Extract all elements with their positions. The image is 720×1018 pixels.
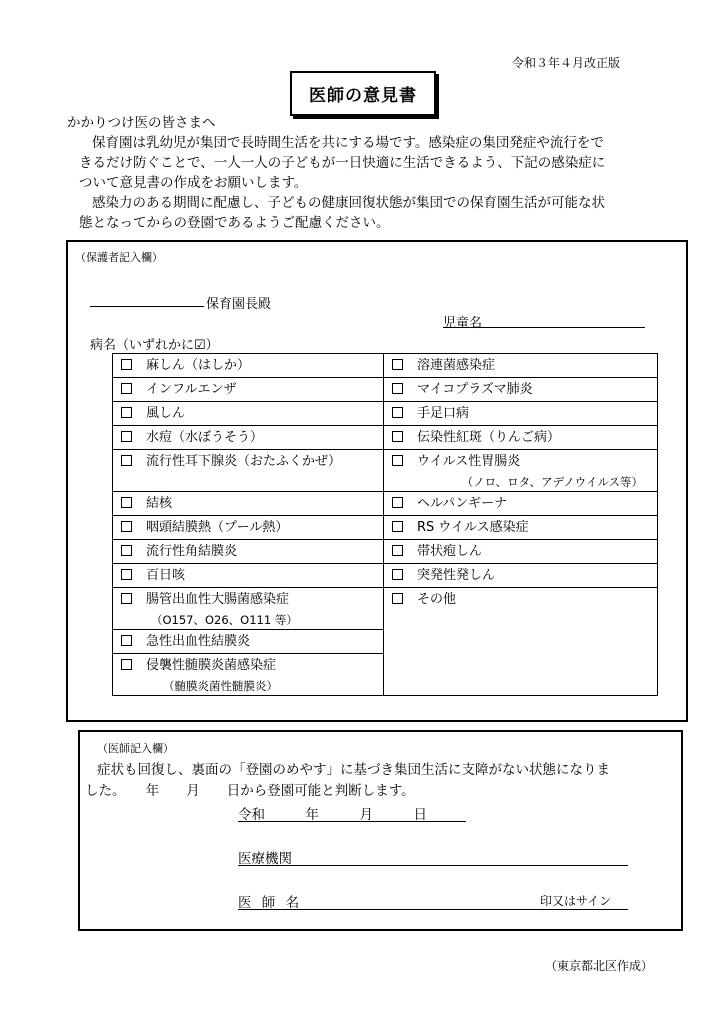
disease-note: （O157、O26、O111 等） bbox=[151, 613, 298, 627]
disease-note: （髄膜炎菌性髄膜炎） bbox=[163, 679, 278, 693]
table-row bbox=[113, 378, 658, 402]
checkbox[interactable] bbox=[392, 521, 403, 532]
disease-label: マイコプラズマ肺炎 bbox=[417, 382, 533, 397]
nursery-suffix: 保育園長殿 bbox=[206, 297, 272, 312]
doctor-name-field[interactable] bbox=[238, 909, 628, 910]
document-title: 医師の意見書 bbox=[290, 71, 436, 116]
table-row bbox=[113, 492, 658, 516]
disease-note: （ノロ、ロタ、アデノウイルス等） bbox=[461, 475, 643, 489]
checkbox[interactable] bbox=[392, 431, 403, 442]
disease-label: ウイルス性胃腸炎 bbox=[417, 454, 521, 469]
disease-label: 伝染性紅斑（りんご病） bbox=[417, 430, 561, 445]
checkbox[interactable] bbox=[121, 407, 132, 418]
checkbox[interactable] bbox=[392, 593, 403, 604]
checkbox[interactable] bbox=[392, 569, 403, 580]
doctor-name-label: 医 師 名 bbox=[238, 895, 303, 911]
institution-field[interactable] bbox=[238, 865, 628, 866]
checkbox[interactable] bbox=[121, 569, 132, 580]
disease-label: 帯状疱しん bbox=[417, 544, 483, 559]
checkbox[interactable] bbox=[121, 635, 132, 646]
checkbox[interactable] bbox=[121, 497, 132, 508]
disease-label: インフルエンザ bbox=[146, 382, 237, 397]
disease-label: 百日咳 bbox=[146, 568, 186, 583]
parent-section-label: （保護者記入欄） bbox=[75, 251, 163, 264]
table-row bbox=[113, 402, 658, 426]
intro-line-1: 保育園は乳幼児が集団で長時間生活を共にする場です。感染症の集団発症や流行をで bbox=[92, 135, 604, 151]
checkbox[interactable] bbox=[121, 659, 132, 670]
checkbox[interactable] bbox=[121, 455, 132, 466]
doctor-statement-line-1: 症状も回復し、裏面の「登園のめやす」に基づき集団生活に支障がない状態になりま bbox=[97, 762, 610, 778]
table-row bbox=[113, 540, 658, 564]
institution-label: 医療機関 bbox=[238, 851, 292, 867]
author-credit: （東京都北区作成） bbox=[545, 959, 654, 973]
checkbox[interactable] bbox=[392, 383, 403, 394]
checkbox[interactable] bbox=[121, 593, 132, 604]
disease-label: 水痘（水ぼうそう） bbox=[146, 430, 264, 445]
disease-label: 咽頭結膜熱（プール熱） bbox=[146, 520, 289, 535]
date-underline[interactable] bbox=[238, 821, 466, 822]
disease-label: 流行性耳下腺炎（おたふくかぜ） bbox=[146, 454, 342, 469]
date-field: 令和 年 月 日 bbox=[238, 807, 427, 823]
doctor-section-label: （医師記入欄） bbox=[97, 742, 174, 755]
checkbox[interactable] bbox=[121, 521, 132, 532]
disease-label: 侵襲性髄膜炎菌感染症 bbox=[146, 658, 277, 673]
disease-label: 麻しん（はしか） bbox=[146, 358, 251, 373]
checkbox[interactable] bbox=[392, 407, 403, 418]
table-row bbox=[113, 516, 658, 540]
disease-label: 溶連菌感染症 bbox=[417, 358, 496, 373]
checkbox[interactable] bbox=[392, 455, 403, 466]
disease-label: RS ウイルス感染症 bbox=[417, 520, 529, 535]
table-row bbox=[113, 588, 658, 630]
disease-label: 風しん bbox=[146, 406, 186, 421]
table-row bbox=[113, 354, 658, 378]
checkbox[interactable] bbox=[392, 359, 403, 370]
intro-line-2: きるだけ防ぐことで、一人一人の子どもが一日快適に生活できるよう、下記の感染症に bbox=[79, 155, 606, 171]
disease-table bbox=[112, 353, 658, 696]
checkbox[interactable] bbox=[121, 545, 132, 556]
salutation: かかりつけ医の皆さまへ bbox=[67, 115, 216, 131]
revision-label: 令和３年４月改正版 bbox=[512, 56, 621, 70]
disease-label: 突発性発しん bbox=[417, 568, 496, 583]
nursery-name-field[interactable] bbox=[90, 306, 204, 307]
disease-label: ヘルパンギーナ bbox=[417, 496, 508, 511]
child-name-field[interactable] bbox=[443, 327, 645, 328]
intro-line-4: 感染力のある期間に配慮し、子どもの健康回復状態が集団での保育園生活が可能な状 bbox=[92, 195, 605, 211]
disease-label: 腸管出血性大腸菌感染症 bbox=[146, 592, 290, 607]
disease-heading: 病名（いずれかに☑） bbox=[90, 338, 219, 353]
table-row bbox=[113, 450, 658, 492]
table-row bbox=[113, 426, 658, 450]
disease-label: 手足口病 bbox=[417, 406, 470, 421]
checkbox[interactable] bbox=[392, 497, 403, 508]
seal-label: 印又はサイン bbox=[540, 894, 612, 908]
disease-label: 流行性角結膜炎 bbox=[146, 544, 238, 559]
table-row bbox=[113, 564, 658, 588]
checkbox[interactable] bbox=[121, 359, 132, 370]
disease-label: 結核 bbox=[146, 496, 173, 511]
checkbox[interactable] bbox=[392, 545, 403, 556]
child-name-label: 児童名 bbox=[443, 316, 483, 331]
checkbox[interactable] bbox=[121, 383, 132, 394]
intro-line-5: 態となってからの登園であるようご配慮ください。 bbox=[79, 215, 390, 231]
disease-label-other: その他 bbox=[417, 592, 457, 607]
doctor-statement-line-2: した。 年 月 日から登園可能と判断します。 bbox=[85, 783, 415, 799]
checkbox[interactable] bbox=[121, 431, 132, 442]
intro-line-3: ついて意見書の作成をお願いします。 bbox=[79, 175, 308, 191]
disease-label: 急性出血性結膜炎 bbox=[146, 634, 251, 649]
